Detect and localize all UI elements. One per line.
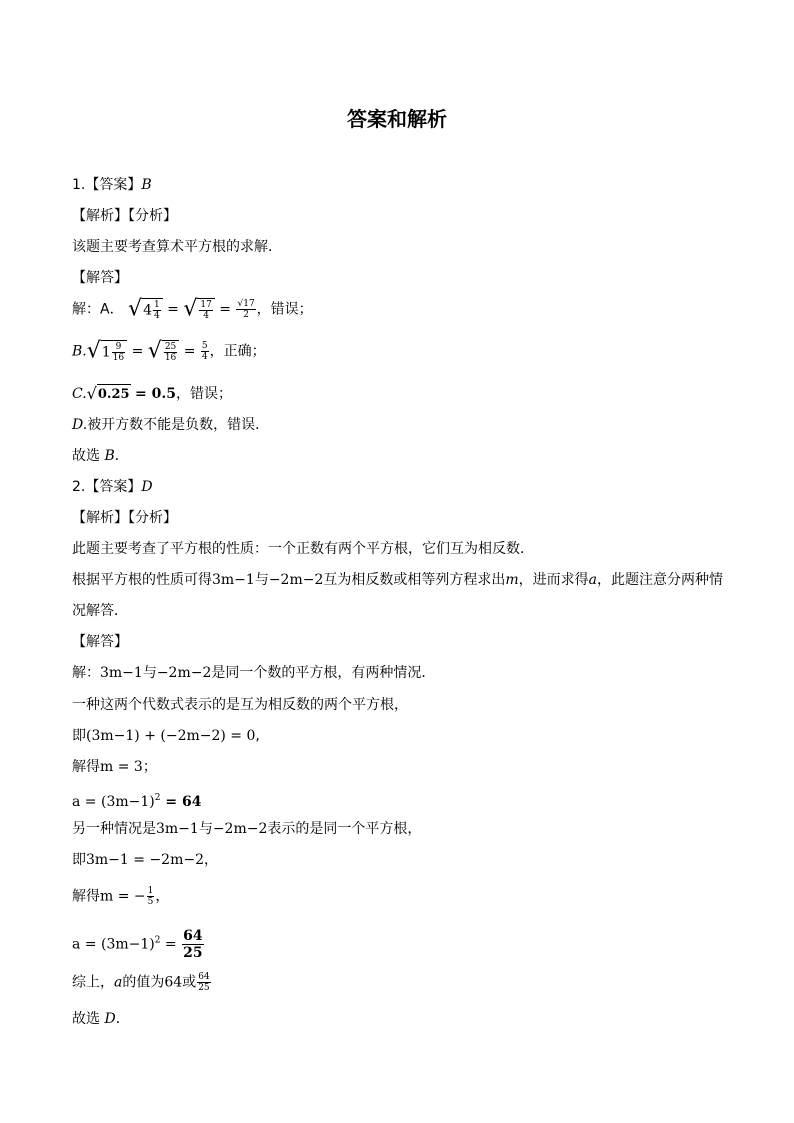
q1-a-eq2: = — [219, 301, 232, 318]
q1-analysis-tag: 【解析】【分析】 — [72, 208, 177, 224]
q1-analysis-text: 该题主要考查算术平方根的求解． — [72, 239, 282, 255]
q1-c-sqrt: √0.25 — [86, 384, 130, 403]
q2-step-3: 即(3m−1) + (−2m−2) = 0, — [72, 728, 260, 744]
q2-solution-tag: 【解答】 — [72, 634, 128, 650]
q1-b-eq1: = — [131, 343, 144, 360]
q1-a-whole: 4 — [143, 302, 152, 319]
q1-b-eq2: = — [183, 343, 196, 360]
q1-choose: 故选 B． — [72, 448, 129, 464]
q2-analysis-3: 况解答． — [72, 603, 128, 619]
q2-number: 2. — [72, 479, 86, 495]
q1-c-suffix: ，错误； — [175, 386, 232, 402]
q1-b-sqrt: √1 $\frac{9}{16}$ — [87, 340, 127, 363]
q1-option-b — [72, 340, 266, 363]
q2-step-1: 解：3m−1与−2m−2是同一个数的平方根，有两种情况． — [72, 665, 436, 681]
q1-b-prefix: B. — [72, 343, 87, 360]
q2-choose: 故选 D． — [72, 1011, 130, 1027]
q2-step-6: 另一种情况是3m−1与−2m−2表示的是同一个平方根， — [72, 821, 422, 837]
q1-option-a — [72, 298, 313, 321]
q1-solution-tag: 【解答】 — [72, 270, 128, 286]
q2-step-7: 即3m−1 = −2m−2， — [72, 852, 219, 868]
q1-b-sqrt2: √ $\frac{25}{16}$ — [148, 340, 179, 363]
q1-a-prefix: 解：A． — [72, 301, 124, 318]
page-title: 答案和解析 — [347, 107, 447, 131]
q1-a-frac3: $\frac{√17}{2}$ — [237, 299, 255, 320]
q1-c-prefix: C. — [72, 386, 87, 402]
q2-step-4: 解得m = 3； — [72, 759, 157, 775]
q2-analysis-tag: 【解析】【分析】 — [72, 510, 177, 526]
q1-option-d: D.被开方数不能是负数，错误． — [72, 417, 270, 433]
q1-b-frac3: $\frac{5}{4}$ — [201, 341, 208, 362]
q2-step-8: 解得m = − $\frac{1}{5}$ ， — [72, 886, 170, 907]
q2-answer-tag: 【答案】 — [85, 479, 142, 495]
q1-a-suffix: ，错误； — [256, 301, 313, 318]
q2-step-10: 综上，a的值为64或 $\frac{64}{25}$ — [72, 972, 210, 993]
q1-number: 1. — [72, 177, 86, 193]
q1-a-sqrt: √4 $\frac{1}{4}$ — [128, 298, 163, 321]
q1-option-c — [72, 383, 232, 405]
q1-a-sqrt2: √ $\frac{17}{4}$ — [183, 298, 214, 321]
q1-c-eq: = 0.5 — [135, 386, 176, 402]
q2-step-9: $a = (3m-1)^2$ = $\frac{64}{25}$ — [72, 928, 203, 961]
q2-analysis-2: 根据平方根的性质可得3m−1与−2m−2互为相反数或相等列方程求出m，进而求得a，此题注意分两种情 — [72, 572, 724, 588]
q1-answer-tag: 【答案】 — [85, 177, 142, 193]
q2-answer-line — [72, 478, 153, 496]
q1-a-eq1: = — [167, 301, 179, 318]
q2-step-2: 一种这两个代数式表示的是互为相反数的两个平方根， — [72, 697, 408, 713]
q2-step-5: $a = (3m-1)^2 = 64$ — [72, 793, 202, 810]
q1-b-suffix: ，正确； — [209, 343, 266, 360]
q1-answer-line — [72, 176, 152, 194]
q2-analysis-1: 此题主要考查了平方根的性质：一个正数有两个平方根，它们互为相反数． — [72, 541, 534, 557]
q1-a-frac: $\frac{1}{4}$ — [153, 300, 160, 321]
q2-answer-value: D — [141, 479, 153, 495]
q1-answer-value: B — [141, 177, 152, 193]
